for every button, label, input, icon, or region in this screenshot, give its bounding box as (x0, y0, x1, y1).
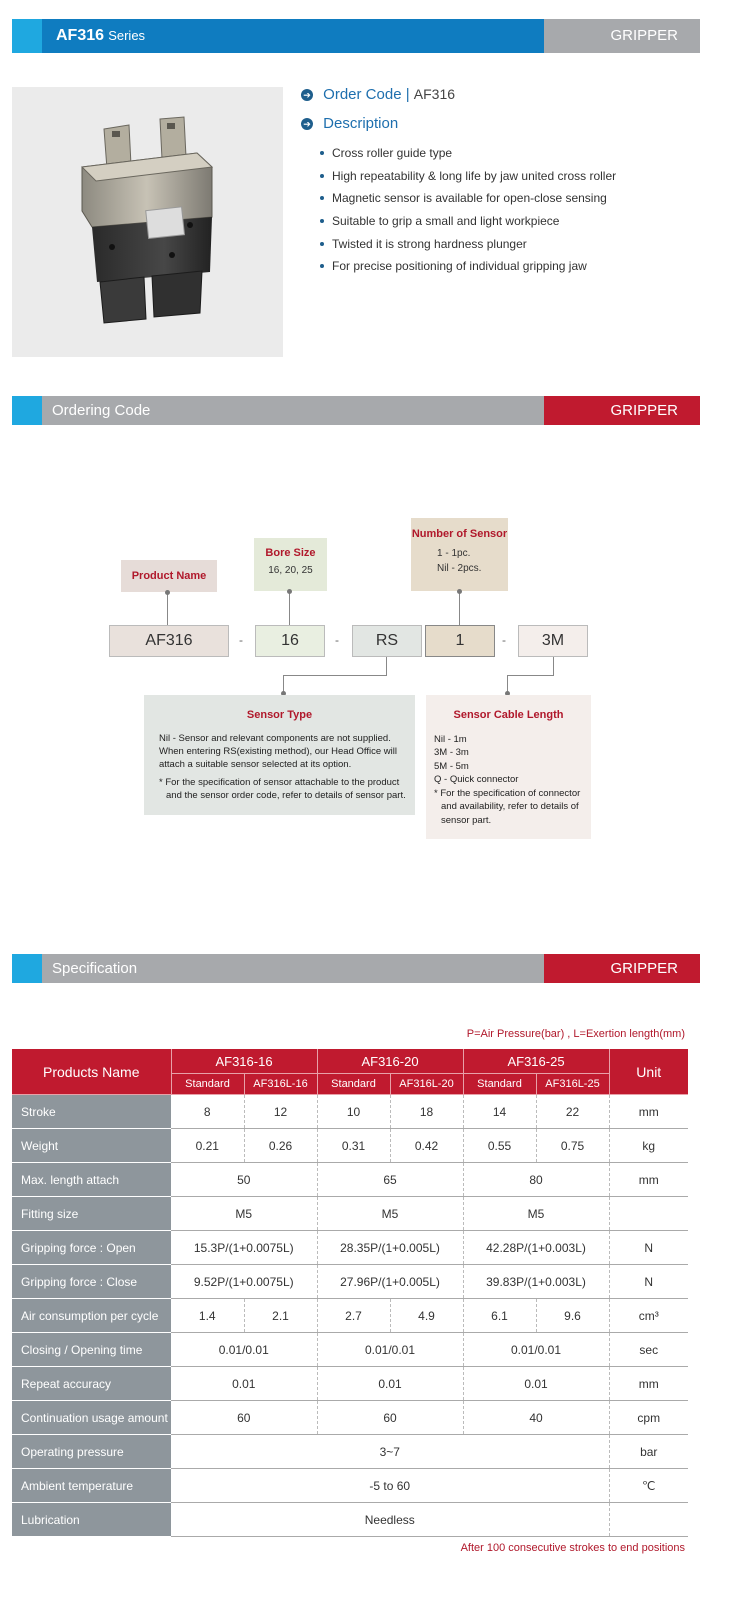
row-label: Max. length attach (12, 1163, 171, 1197)
code-dash: - (502, 633, 506, 647)
table-cell: -5 to 60 (171, 1469, 609, 1503)
table-cell: 0.21 (171, 1129, 244, 1163)
cable-length-line: * For the specification of connector (434, 787, 581, 799)
unit-header: Unit (609, 1049, 688, 1095)
table-cell: 18 (390, 1095, 463, 1129)
products-name-header: Products Name (12, 1049, 171, 1095)
row-label: Ambient temperature (12, 1469, 171, 1503)
table-row (12, 1095, 688, 1129)
description-row (301, 115, 398, 132)
code-dash: - (239, 633, 243, 647)
order-code-label: Order Code (323, 86, 402, 103)
sensor-type-line: * For the specification of sensor attachable to the product (159, 777, 400, 788)
connector-dot (457, 589, 462, 594)
sensor-type-line: When entering RS(existing method), our Head Office will (159, 746, 397, 757)
cable-length-title: Sensor Cable Length (453, 709, 564, 721)
description-item: Suitable to grip a small and light workpiece (320, 212, 616, 235)
description-item: High repeatability & long life by jaw united cross roller (320, 167, 616, 190)
table-cell: 2.1 (244, 1299, 317, 1333)
table-cell: 80 (463, 1163, 609, 1197)
connector-line (167, 592, 168, 625)
unit-cell: kg (609, 1129, 688, 1163)
row-label: Lubrication (12, 1503, 171, 1537)
table-row (12, 1129, 688, 1163)
variant-header: Standard (463, 1074, 536, 1095)
model-header: AF316-16 (171, 1049, 317, 1074)
row-label: Fitting size (12, 1197, 171, 1231)
table-cell: Needless (171, 1503, 609, 1537)
sensor-type-line: attach a suitable sensor selected at its option. (159, 759, 352, 770)
order-code-value: AF316 (413, 86, 456, 102)
variant-header: AF316L-16 (244, 1074, 317, 1095)
cable-length-box (426, 695, 591, 839)
table-cell: 60 (171, 1401, 317, 1435)
specification-header-bar (12, 954, 688, 983)
table-cell: 14 (463, 1095, 536, 1129)
code-box-cable: 3M (518, 625, 588, 657)
table-row (12, 1197, 688, 1231)
cable-length-line: Q - Quick connector (434, 774, 519, 785)
connector-line (283, 675, 387, 676)
table-cell: 39.83P/(1+0.003L) (463, 1265, 609, 1299)
bore-size-title: Bore Size (265, 547, 316, 559)
cable-length-line: 5M - 5m (434, 760, 469, 772)
description-item: For precise positioning of individual gripping jaw (320, 257, 616, 280)
header-accent (12, 19, 42, 53)
spec-note: P=Air Pressure(bar) , L=Exertion length(mm) (466, 1028, 685, 1040)
ordering-code-title: Ordering Code (52, 402, 151, 419)
cable-length-line: sensor part. (441, 814, 492, 826)
connector-line (553, 657, 554, 675)
unit-cell: bar (609, 1435, 688, 1469)
description-label: Description (323, 115, 399, 132)
table-cell: 28.35P/(1+0.005L) (317, 1231, 463, 1265)
unit-cell: N (609, 1265, 688, 1299)
table-row (12, 1163, 688, 1197)
table-row (12, 1265, 688, 1299)
product-name-title: Product Name (131, 570, 207, 582)
number-of-sensor-box (411, 518, 508, 591)
table-cell: 60 (317, 1401, 463, 1435)
order-code-row (301, 86, 455, 103)
table-cell: 0.01 (463, 1367, 609, 1401)
row-label: Gripping force : Open (12, 1231, 171, 1265)
unit-cell: cm³ (609, 1299, 688, 1333)
table-cell: 27.96P/(1+0.005L) (317, 1265, 463, 1299)
connector-line (459, 591, 460, 625)
description-item: Twisted it is strong hardness plunger (320, 235, 616, 258)
unit-cell (609, 1197, 688, 1231)
description-item: Magnetic sensor is available for open-close sensing (320, 189, 616, 212)
sensor-type-line: and the sensor order code, refer to details of sensor part. (166, 790, 406, 801)
table-cell: 3~7 (171, 1435, 609, 1469)
row-label: Repeat accuracy (12, 1367, 171, 1401)
category-label: GRIPPER (544, 954, 700, 983)
code-box-product: AF316 (109, 625, 229, 657)
table-row (12, 1503, 688, 1537)
table-row (12, 1401, 688, 1435)
number-of-sensor-title: Number of Sensor (411, 528, 508, 540)
gripper-illustration (12, 87, 283, 357)
table-cell: 0.75 (536, 1129, 609, 1163)
table-cell: 8 (171, 1095, 244, 1129)
specification-title: Specification (52, 960, 138, 977)
unit-cell: ℃ (609, 1469, 688, 1503)
table-cell: 15.3P/(1+0.0075L) (171, 1231, 317, 1265)
table-cell: 4.9 (390, 1299, 463, 1333)
header-accent (12, 396, 42, 425)
arrow-circle-icon: ➔ (301, 89, 313, 101)
cable-length-line: 3M - 3m (434, 747, 469, 758)
table-cell: 0.01/0.01 (317, 1333, 463, 1367)
connector-line (507, 675, 554, 676)
variant-header: Standard (317, 1074, 390, 1095)
table-cell: 22 (536, 1095, 609, 1129)
table-row (12, 1231, 688, 1265)
ordering-code-header-bar (12, 396, 688, 425)
header-accent (12, 954, 42, 983)
code-box-sensor-number: 1 (425, 625, 495, 657)
series-header-bar (12, 19, 688, 53)
table-cell: 2.7 (317, 1299, 390, 1333)
sensor-type-line: Nil - Sensor and relevant components are not supplied. (159, 733, 391, 744)
table-cell: M5 (317, 1197, 463, 1231)
product-name-box (121, 560, 217, 592)
table-cell: 0.31 (317, 1129, 390, 1163)
table-cell: 1.4 (171, 1299, 244, 1333)
sensor-type-title: Sensor Type (246, 709, 313, 721)
table-cell: 10 (317, 1095, 390, 1129)
table-cell: 65 (317, 1163, 463, 1197)
unit-cell: mm (609, 1367, 688, 1401)
table-cell: 50 (171, 1163, 317, 1197)
unit-cell: mm (609, 1163, 688, 1197)
number-of-sensor-line: Nil - 2pcs. (437, 563, 482, 574)
table-cell: 42.28P/(1+0.003L) (463, 1231, 609, 1265)
bore-size-values: 16, 20, 25 (268, 565, 313, 576)
series-label: Series (108, 28, 146, 43)
cable-length-line: and availability, refer to details of (441, 801, 579, 812)
product-image (12, 87, 283, 357)
unit-cell (609, 1503, 688, 1537)
model-header: AF316-20 (317, 1049, 463, 1074)
bore-size-box (254, 538, 327, 591)
cable-length-line: Nil - 1m (434, 733, 467, 745)
table-cell: 40 (463, 1401, 609, 1435)
table-cell: 0.55 (463, 1129, 536, 1163)
table-cell: 12 (244, 1095, 317, 1129)
variant-header: AF316L-20 (390, 1074, 463, 1095)
table-cell: 0.01/0.01 (171, 1333, 317, 1367)
unit-cell: mm (609, 1095, 688, 1129)
sensor-type-box (144, 695, 415, 815)
category-label: GRIPPER (544, 396, 700, 425)
row-label: Stroke (12, 1095, 171, 1129)
row-label: Gripping force : Close (12, 1265, 171, 1299)
category-label: GRIPPER (544, 19, 700, 53)
description-list (320, 144, 616, 280)
code-dash: - (335, 633, 339, 647)
series-code: AF316 (56, 27, 105, 44)
variant-header: Standard (171, 1074, 244, 1095)
variant-header: AF316L-25 (536, 1074, 609, 1095)
row-label: Closing / Opening time (12, 1333, 171, 1367)
table-row (12, 1333, 688, 1367)
table-cell: 0.01 (171, 1367, 317, 1401)
number-of-sensor-line: 1 - 1pc. (437, 548, 471, 559)
table-cell: 9.52P/(1+0.0075L) (171, 1265, 317, 1299)
row-label: Air consumption per cycle (12, 1299, 171, 1333)
row-label: Continuation usage amount (12, 1401, 171, 1435)
table-cell: M5 (171, 1197, 317, 1231)
table-row (12, 1367, 688, 1401)
unit-cell: sec (609, 1333, 688, 1367)
connector-line (289, 591, 290, 625)
row-label: Operating pressure (12, 1435, 171, 1469)
order-code-separator: | (405, 86, 410, 103)
table-cell: 0.01/0.01 (463, 1333, 609, 1367)
connector-dot (165, 590, 170, 595)
row-label: Weight (12, 1129, 171, 1163)
table-cell: 0.01 (317, 1367, 463, 1401)
code-box-bore: 16 (255, 625, 325, 657)
table-row (12, 1299, 688, 1333)
arrow-circle-icon: ➔ (301, 118, 313, 130)
connector-line (386, 657, 387, 675)
spec-footnote: After 100 consecutive strokes to end positions (460, 1542, 685, 1554)
table-cell: 0.26 (244, 1129, 317, 1163)
table-cell: 6.1 (463, 1299, 536, 1333)
unit-cell: N (609, 1231, 688, 1265)
code-box-sensor-type: RS (352, 625, 422, 657)
unit-cell: cpm (609, 1401, 688, 1435)
table-cell: 0.42 (390, 1129, 463, 1163)
description-item: Cross roller guide type (320, 144, 616, 167)
table-row (12, 1435, 688, 1469)
table-row (12, 1469, 688, 1503)
connector-dot (287, 589, 292, 594)
spec-table (12, 1049, 688, 1537)
model-header: AF316-25 (463, 1049, 609, 1074)
table-cell: 9.6 (536, 1299, 609, 1333)
series-title (56, 19, 145, 53)
table-cell: M5 (463, 1197, 609, 1231)
table-header-row (12, 1049, 688, 1074)
